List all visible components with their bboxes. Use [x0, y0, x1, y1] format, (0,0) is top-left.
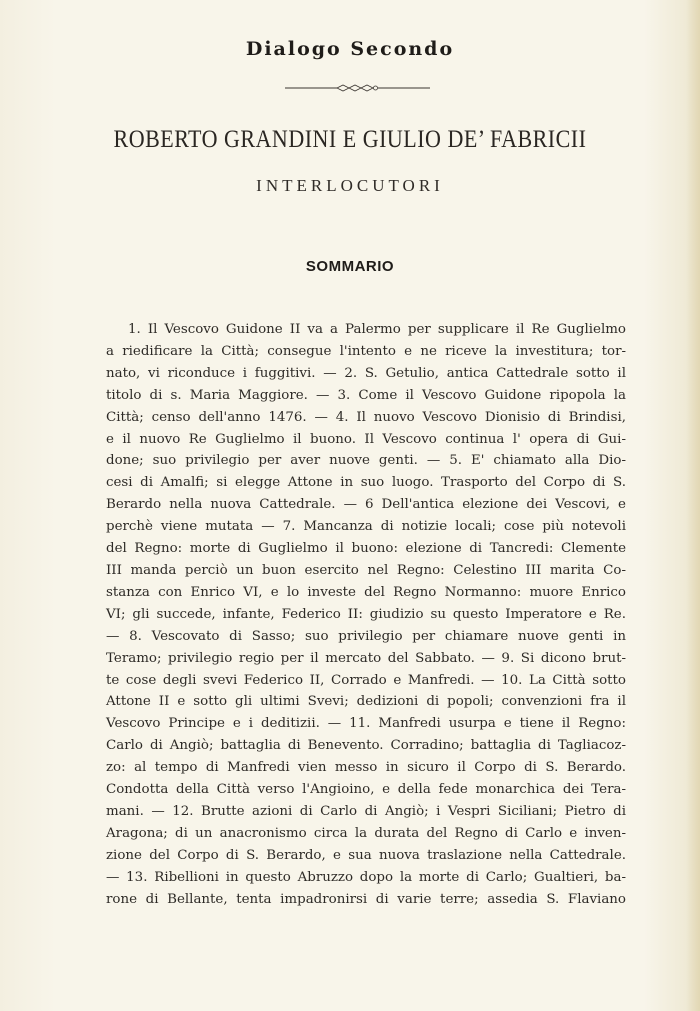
summary-line: mani. — 12. Brutte azioni di Carlo di Angiò; i Vespri Siciliani; Pietro di: [106, 803, 626, 819]
section-title: Dialogo Secondo: [245, 38, 455, 60]
summary-line: titolo di s. Maria Maggiore. — 3. Come il Vescovo Guidone ripopola la: [106, 387, 626, 403]
summary-line: e il nuovo Re Guglielmo il buono. Il Vescovo continua l' opera di Gui-: [106, 431, 626, 447]
summary-line: III manda perciò un buon esercito nel Regno: Celestino III marita Co-: [106, 562, 626, 578]
interlocutors-names: ROBERTO GRANDINI E GIULIO DE’ FABRICII: [113, 124, 587, 153]
summary-line: Teramo; privilegio regio per il mercato del Sabbato. — 9. Si dicono brut-: [106, 650, 626, 666]
interlocutors-label: INTERLOCUTORI: [256, 176, 444, 195]
summary-line: rone di Bellante, tenta impadronirsi di varie terre; assedia S. Flaviano: [106, 891, 626, 907]
summary-line: del Regno: morte di Guglielmo il buono: elezione di Tancredi: Clemente: [106, 541, 626, 557]
summary-line: Città; censo dell'anno 1476. — 4. Il nuovo Vescovo Dionisio di Brindisi,: [106, 409, 626, 425]
summary-line: — 13. Ribellioni in questo Abruzzo dopo la morte di Carlo; Gualtieri, ba-: [106, 869, 626, 885]
summary-text: [106, 319, 626, 910]
summary-line: perchè viene mutata — 7. Mancanza di notizie locali; cose più notevoli: [106, 519, 626, 535]
summary-line: nato, vi riconduce i fuggitivi. — 2. S. Getulio, antica Cattedrale sotto il: [106, 365, 626, 381]
summary-line: Berardo nella nuova Cattedrale. — 6 Dell'antica elezione dei Vescovi, e: [106, 497, 626, 513]
summary-line: 1. Il Vescovo Guidone II va a Palermo per supplicare il Re Guglielmo: [128, 322, 626, 337]
summary-line: Aragona; di un anacronismo circa la durata del Regno di Carlo e inven-: [106, 825, 626, 841]
summary-line: a riedificare la Città; consegue l'intento e ne riceve la investitura; tor-: [106, 343, 626, 359]
summary-line: zo: al tempo di Manfredi vien messo in sicuro il Corpo di S. Berardo.: [106, 760, 626, 776]
summary-line: zione del Corpo di S. Berardo, e sua nuova traslazione nella Cattedrale.: [106, 847, 626, 863]
summary-line: VI; gli succede, infante, Federico II: giudizio su questo Imperatore e Re.: [106, 606, 626, 622]
summary-line: Condotta della Città verso l'Angioino, e della fede monarchica dei Tera-: [106, 782, 626, 798]
summary-line: Vescovo Principe e i deditizii. — 11. Manfredi usurpa e tiene il Regno:: [106, 716, 626, 732]
summary-line: done; suo privilegio per aver nuove genti. — 5. E' chiamato alla Dio-: [106, 453, 626, 469]
summary-heading: SOMMARIO: [305, 258, 395, 275]
summary-line: stanza con Enrico VI, e lo investe del Regno Normanno: muore Enrico: [106, 584, 626, 600]
summary-line: Carlo di Angiò; battaglia di Benevento. Corradino; battaglia di Tagliacoz-: [106, 738, 626, 754]
summary-line: — 8. Vescovato di Sasso; suo privilegio per chiamare nuove genti in: [106, 628, 626, 644]
ornament-divider-icon: [285, 82, 430, 94]
summary-line: cesi di Amalfi; si elegge Attone in suo luogo. Trasporto del Corpo di S.: [106, 475, 626, 491]
summary-line: Attone II e sotto gli ultimi Svevi; dedizioni di popoli; convenzioni fra il: [106, 694, 626, 710]
summary-line: te cose degli svevi Federico II, Corrado e Manfredi. — 10. La Città sotto: [106, 672, 626, 688]
